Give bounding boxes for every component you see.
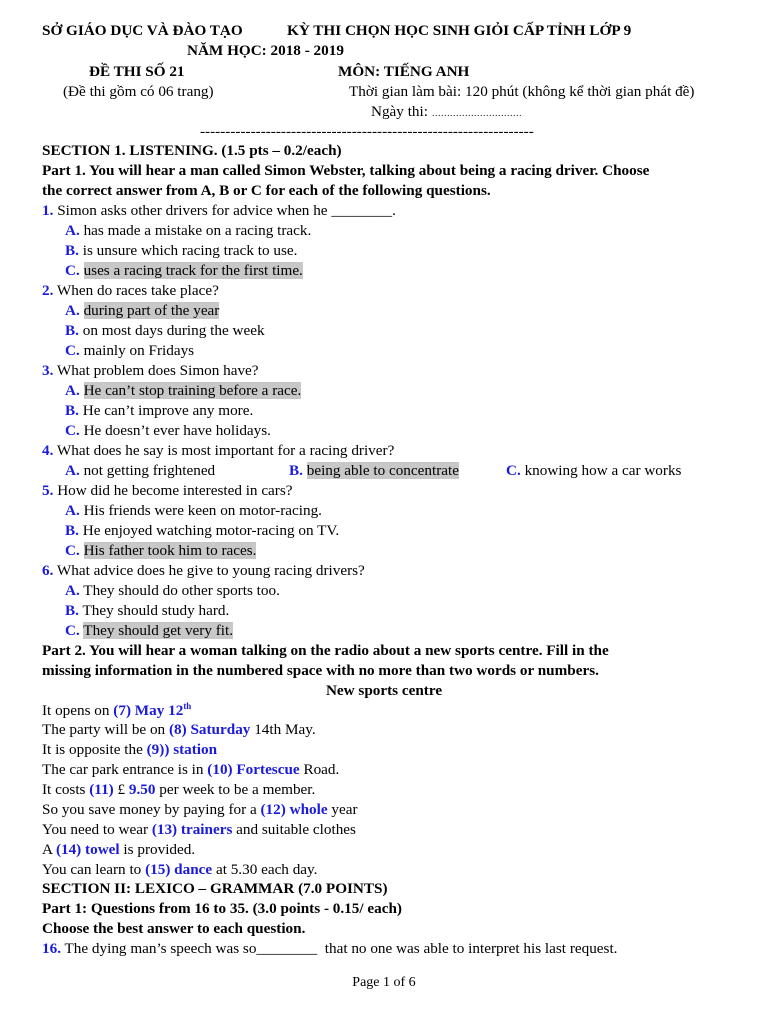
school-year: NĂM HỌC: 2018 - 2019 bbox=[187, 42, 344, 59]
option-5a bbox=[65, 501, 322, 521]
fill-text: You need to wear bbox=[42, 821, 152, 838]
option-letter: B. bbox=[65, 522, 79, 539]
option-2b bbox=[65, 321, 265, 341]
option-text: on most days during the week bbox=[82, 322, 265, 339]
option-text: They should study hard. bbox=[82, 602, 230, 619]
question-3 bbox=[42, 361, 259, 381]
fill-text: £ bbox=[113, 781, 129, 798]
exam-title: KỲ THI CHỌN HỌC SINH GIỎI CẤP TỈNH LỚP 9 bbox=[287, 22, 632, 39]
option-text: He can’t improve any more. bbox=[82, 402, 254, 419]
part2-heading: New sports centre bbox=[325, 682, 443, 699]
question-number: 2. bbox=[42, 282, 54, 299]
option-3a bbox=[65, 381, 301, 401]
fill-answer: (10) Fortescue bbox=[207, 761, 300, 778]
fill-answer: (11) bbox=[89, 781, 114, 798]
question-16 bbox=[42, 939, 617, 959]
option-text: knowing how a car works bbox=[524, 462, 682, 479]
fill-line-12 bbox=[42, 800, 358, 820]
option-letter: A. bbox=[65, 382, 80, 399]
fill-line-14 bbox=[42, 840, 195, 860]
fill-text: The car park entrance is in bbox=[42, 761, 208, 778]
fill-answer: (14) towel bbox=[55, 841, 120, 858]
option-text: They should do other sports too. bbox=[83, 582, 280, 599]
exam-number: ĐỀ THI SỐ 21 bbox=[89, 63, 185, 80]
fill-text: 14th May. bbox=[250, 721, 316, 738]
question-text: Simon asks other drivers for advice when he ________. bbox=[57, 202, 396, 219]
option-1a bbox=[65, 221, 311, 241]
fill-line-8 bbox=[42, 720, 316, 740]
fill-text: It opens on bbox=[42, 702, 114, 719]
fill-answer: 9.50 bbox=[128, 781, 156, 798]
option-letter: C. bbox=[65, 422, 80, 439]
option-3c bbox=[65, 421, 271, 441]
option-5c bbox=[65, 541, 256, 561]
fill-answer-text: (7) May 12 bbox=[113, 702, 184, 719]
option-text: not getting frightened bbox=[83, 462, 216, 479]
highlighted-answer: He can’t stop training before a race. bbox=[83, 382, 302, 399]
date-blank: ………………………… bbox=[431, 108, 522, 118]
option-letter: A. bbox=[65, 222, 80, 239]
option-letter: B. bbox=[65, 402, 79, 419]
fill-text: It costs bbox=[42, 781, 90, 798]
part1-instruction-line1: Part 1. You will hear a man called Simon Webster, talking about being a racing driver. Choose bbox=[42, 162, 650, 179]
option-letter: A. bbox=[65, 502, 80, 519]
fill-answer-superscript: th bbox=[183, 700, 192, 711]
option-letter: B. bbox=[65, 242, 79, 259]
question-text: The dying man’s speech was so________ that no one was able to interpret his last request. bbox=[64, 940, 618, 957]
highlighted-answer: being able to concentrate bbox=[306, 462, 459, 479]
part1-instruction-line2: the correct answer from A, B or C for each of the following questions. bbox=[42, 182, 491, 199]
fill-text: is provided. bbox=[119, 841, 196, 858]
question-text: What problem does Simon have? bbox=[56, 362, 259, 379]
option-6b bbox=[65, 601, 229, 621]
option-6c bbox=[65, 621, 233, 641]
option-letter: A. bbox=[65, 582, 80, 599]
question-text: When do races take place? bbox=[56, 282, 219, 299]
question-4 bbox=[42, 441, 394, 461]
option-letter: A. bbox=[65, 462, 80, 479]
fill-text: and suitable clothes bbox=[232, 821, 356, 838]
option-letter: C. bbox=[65, 542, 80, 559]
part2-instruction-line1: Part 2. You will hear a woman talking on the radio about a new sports centre. Fill in the bbox=[42, 642, 609, 659]
fill-text: So you save money by paying for a bbox=[42, 801, 261, 818]
option-letter: C. bbox=[506, 462, 521, 479]
option-5b bbox=[65, 521, 339, 541]
highlighted-answer: uses a racing track for the first time. bbox=[83, 262, 303, 279]
option-text: mainly on Fridays bbox=[83, 342, 195, 359]
option-letter: A. bbox=[65, 302, 80, 319]
option-4b bbox=[289, 461, 459, 481]
question-number: 3. bbox=[42, 362, 54, 379]
section2-instruction: Choose the best answer to each question. bbox=[42, 920, 306, 937]
option-1c bbox=[65, 261, 303, 281]
question-number: 6. bbox=[42, 562, 54, 579]
fill-line-7 bbox=[42, 701, 191, 721]
exam-date bbox=[371, 102, 522, 122]
option-letter: C. bbox=[65, 342, 80, 359]
fill-text: per week to be a member. bbox=[155, 781, 316, 798]
fill-answer: (15) dance bbox=[145, 861, 213, 878]
highlighted-answer: during part of the year bbox=[83, 302, 220, 319]
fill-line-10 bbox=[42, 760, 339, 780]
fill-line-11 bbox=[42, 780, 315, 800]
option-letter: B. bbox=[65, 322, 79, 339]
fill-answer: (9)) station bbox=[146, 741, 218, 758]
question-number: 1. bbox=[42, 202, 54, 219]
highlighted-answer: His father took him to races. bbox=[83, 542, 257, 559]
question-6 bbox=[42, 561, 365, 581]
option-6a bbox=[65, 581, 280, 601]
fill-answer bbox=[113, 702, 191, 719]
option-3b bbox=[65, 401, 253, 421]
option-text: has made a mistake on a racing track. bbox=[83, 222, 312, 239]
option-letter: C. bbox=[65, 262, 80, 279]
option-text: He enjoyed watching motor-racing on TV. bbox=[82, 522, 340, 539]
subject: MÔN: TIẾNG ANH bbox=[338, 63, 470, 80]
question-1 bbox=[42, 201, 396, 221]
section2-title: SECTION II: LEXICO – GRAMMAR (7.0 POINTS) bbox=[42, 880, 388, 897]
option-letter: B. bbox=[65, 602, 79, 619]
fill-text: The party will be on bbox=[42, 721, 169, 738]
fill-text: You can learn to bbox=[42, 861, 146, 878]
fill-answer: (13) trainers bbox=[151, 821, 233, 838]
fill-line-15 bbox=[42, 860, 317, 880]
option-text: is unsure which racing track to use. bbox=[82, 242, 298, 259]
fill-text: at 5.30 each day. bbox=[212, 861, 318, 878]
option-1b bbox=[65, 241, 297, 261]
option-2a bbox=[65, 301, 219, 321]
section2-part1: Part 1: Questions from 16 to 35. (3.0 points - 0.15/ each) bbox=[42, 900, 402, 917]
fill-text: year bbox=[327, 801, 358, 818]
fill-answer: (8) Saturday bbox=[168, 721, 251, 738]
fill-line-9 bbox=[42, 740, 217, 760]
fill-answer: (12) whole bbox=[260, 801, 328, 818]
header-divider: ------------------------------------------------------------------ bbox=[200, 123, 534, 140]
option-text: His friends were keen on motor-racing. bbox=[83, 502, 322, 519]
department-name: SỞ GIÁO DỤC VÀ ĐÀO TẠO bbox=[42, 22, 243, 39]
section1-title: SECTION 1. LISTENING. (1.5 pts – 0.2/each) bbox=[42, 142, 342, 159]
question-number: 16. bbox=[42, 940, 61, 957]
question-text: How did he become interested in cars? bbox=[57, 482, 293, 499]
fill-text: It is opposite the bbox=[42, 741, 147, 758]
fill-line-13 bbox=[42, 820, 356, 840]
fill-text: Road. bbox=[299, 761, 340, 778]
highlighted-answer: They should get very fit. bbox=[83, 622, 234, 639]
question-number: 5. bbox=[42, 482, 54, 499]
option-text: He doesn’t ever have holidays. bbox=[83, 422, 271, 439]
pages-note: (Đề thi gồm có 06 trang) bbox=[63, 83, 214, 100]
time-note: Thời gian làm bài: 120 phút (không kể thời gian phát đề) bbox=[349, 83, 695, 100]
date-label: Ngày thi: bbox=[371, 103, 428, 120]
question-number: 4. bbox=[42, 442, 54, 459]
option-4a bbox=[65, 461, 215, 481]
question-text: What advice does he give to young racing drivers? bbox=[56, 562, 365, 579]
fill-text: A bbox=[42, 841, 56, 858]
option-letter: C. bbox=[65, 622, 80, 639]
option-2c bbox=[65, 341, 194, 361]
part2-instruction-line2: missing information in the numbered space with no more than two words or numbers. bbox=[42, 662, 599, 679]
question-5 bbox=[42, 481, 293, 501]
page-number: Page 1 of 6 bbox=[352, 975, 416, 990]
question-2 bbox=[42, 281, 219, 301]
option-letter: B. bbox=[289, 462, 303, 479]
question-text: What does he say is most important for a racing driver? bbox=[56, 442, 395, 459]
option-4c bbox=[506, 461, 681, 481]
